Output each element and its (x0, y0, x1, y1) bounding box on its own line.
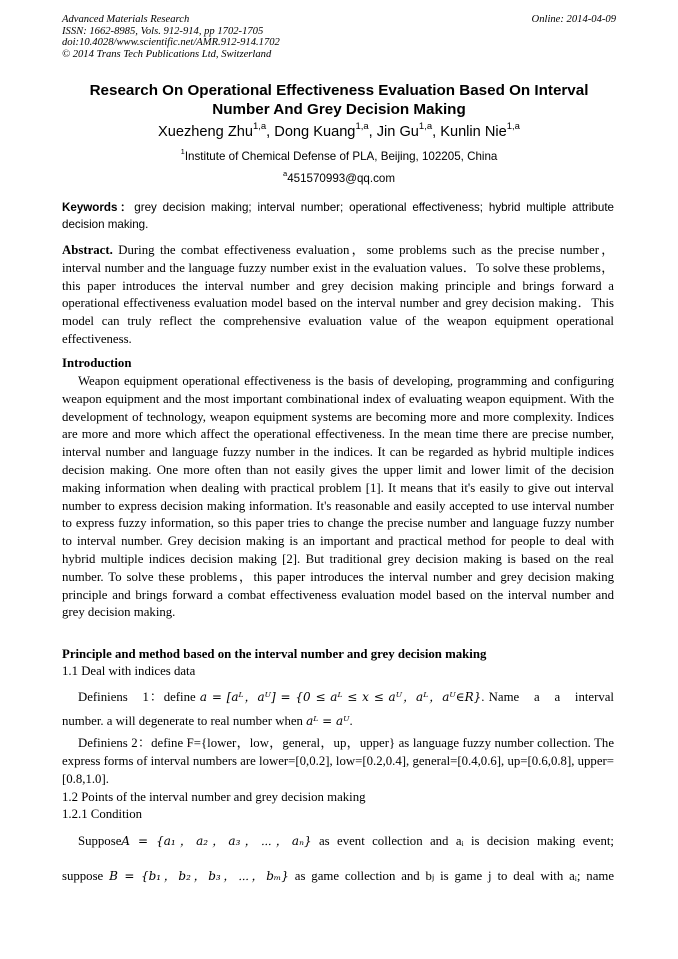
subsection-1-2-1: 1.2.1 Condition (62, 807, 142, 821)
affiliation: $^1$Institute of Chemical Defense of PLA, Beijing, 102205, China (180, 147, 498, 163)
definition-1: Definiens 1：define a = [aᴸ，aᵁ] = {0 ≤ aᴸ ≤ x ≤ aᵁ，aᴸ，aᵁ∈R}. Name a a interval (78, 690, 614, 704)
paper-title (62, 81, 616, 119)
journal-doi: doi:10.4028/www.scientific.net/AMR.912-914.1702 (62, 37, 280, 49)
journal-issn: ISSN: 1662-8985, Vols. 912-914, pp 1702-1705 (62, 25, 264, 37)
section-heading: Principle and method based on the interval number and grey decision making (62, 647, 487, 661)
introduction-text: Weapon equipment operational effectiveness is the basis of developing, programming and configuring weapon equipment and the most important combinational index of evaluating weapon equipment. With the development of technology, weapon equipment systems are becoming more and more complexity. Indices are more and more which affect the operational effectiveness. In the mean time there are precise number, interval number and language fuzzy number in the indices. It can be regarded as hybrid multiple indices decision making. One more often than not easily gives the upper limit and lower limit of the decision making information when dealing with practical problem [1]. It means that it's easily to give out interval number to express decision making information. It's reasonable and easily accepted to use interval number to express fuzzy information, so this paper tries to change the precise number and language fuzzy number to interval number. Grey decision making is an important and practical method for people to deal with hybrid multiple indices decision making [2]. But traditional grey decision making is based on the real number. To solve these problems，this paper introduces the interval number and grey decision making principle and brings forward a combat effectiveness evaluation model based on the interval number and grey decision making. (62, 374, 614, 620)
journal-header (62, 14, 280, 60)
keywords-label: Keywords： (62, 201, 135, 214)
author: Jin Gu$^{1,a}$, (376, 120, 441, 140)
author-list (62, 122, 616, 142)
online-date: Online: 2014-04-09 (531, 14, 616, 25)
condition-line-1: SupposeA = {a₁，a₂，a₃，⋯，aₙ} as event collection and aᵢ is decision making event; (78, 834, 614, 848)
author: Kunlin Nie$^{1,a}$ (440, 120, 520, 140)
definition-2: Definiens 2：define F={lower，low，general，up，upper} as language fuzzy number collection. The express forms of interval numbers are lower=[0,0.2], low=[0.2,0.4], general=[0.4,0.6], up=[0.6,0.8], upper=[0.8,1.0]. (62, 736, 614, 786)
condition-line-2: suppose B = {b₁，b₂，b₃，⋯，bₘ} as game collection and bⱼ is game j to deal with aᵢ; name (62, 869, 615, 883)
formula-event-collection: A = {a₁，a₂，a₃，⋯，aₙ} (121, 834, 312, 848)
formula-game-collection: B = {b₁，b₂，b₃，⋯，bₘ} (109, 869, 289, 883)
abstract-text: During the combat effectiveness evaluation，some problems such as the precise number，interval number and the language fuzzy number exist in the evaluation values．To solve these problems，this paper introduces the interval number and grey decision making principle and brings forward a operational effectiveness evaluation model based on the interval number and grey decision making．This model can truly reflect the comprehensive evaluation value of the weapon equipment operational effectiveness. (62, 243, 614, 346)
formula-degenerate: aᴸ = aᵁ (306, 714, 350, 728)
subsection-1-1: 1.1 Deal with indices data (62, 664, 196, 678)
abstract (62, 242, 614, 349)
introduction-heading: Introduction (62, 356, 132, 370)
title-line-2: Number And Grey Decision Making (212, 101, 466, 118)
definition-1-cont: number. a will degenerate to real number when aᴸ = aᵁ. (62, 714, 353, 728)
formula-interval: a = [aᴸ，aᵁ] = {0 ≤ aᴸ ≤ x ≤ aᵁ，aᴸ，aᵁ∈R} (199, 690, 482, 704)
keywords-text: grey decision making; interval number; operational effectiveness; hybrid multiple attribute decision making. (62, 201, 614, 232)
title-line-1: Research On Operational Effectiveness Evaluation Based On Interval (89, 82, 589, 99)
journal-name: Advanced Materials Research (62, 14, 190, 25)
subsection-1-2: 1.2 Points of the interval number and grey decision making (62, 790, 366, 804)
keywords (62, 199, 614, 234)
abstract-label: Abstract. (62, 243, 113, 257)
author: Xuezheng Zhu$^{1,a}$, (158, 120, 275, 140)
author-email: $^a$451570993@qq.com (282, 169, 396, 185)
journal-copyright: © 2014 Trans Tech Publications Ltd, Switzerland (62, 48, 272, 60)
author: Dong Kuang$^{1,a}$, (274, 120, 377, 140)
